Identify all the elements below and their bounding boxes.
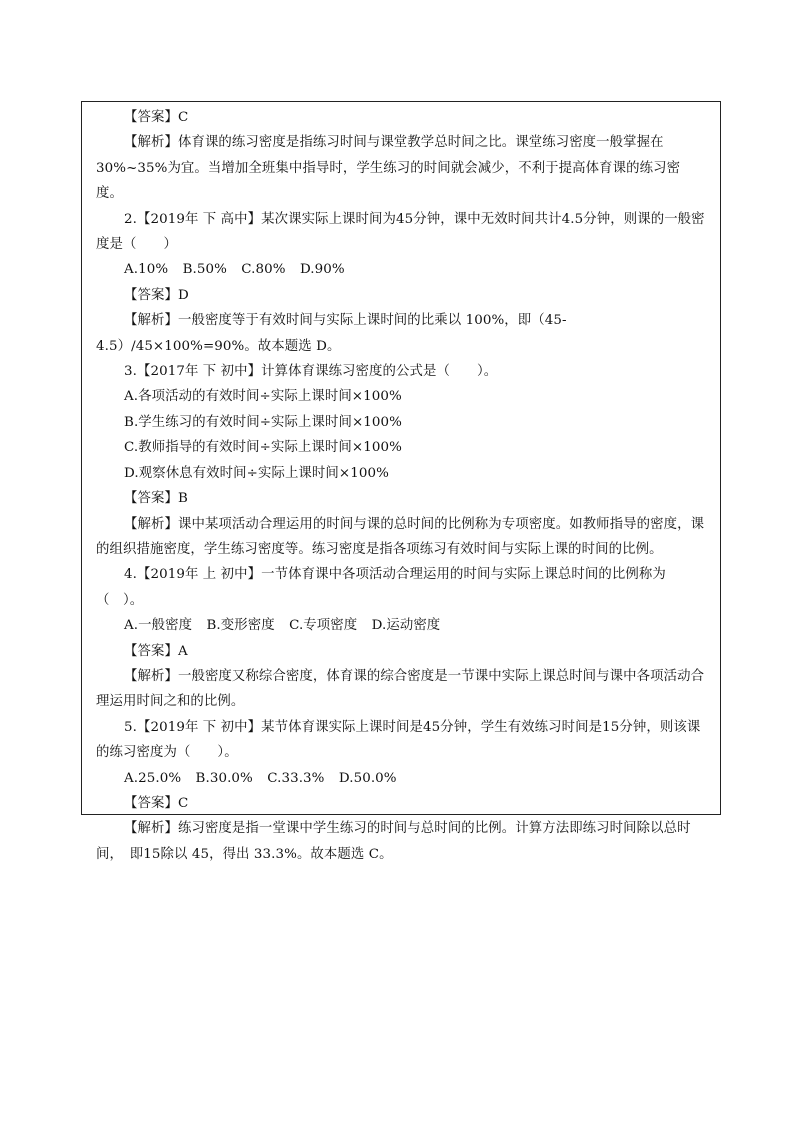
answer-2: 【答案】D <box>124 287 189 303</box>
option-d: D.90% <box>299 262 345 278</box>
option-a: A.10% <box>124 262 169 278</box>
question-3: 3.【2017年 下 初中】计算体育课练习密度的公式是（ ）。 <box>124 364 498 380</box>
option-a: A.25.0% <box>124 770 182 786</box>
option-c: C.专项密度 <box>289 618 358 634</box>
question-4: 4.【2019年 上 初中】一节体育课中各项活动合理运用的时间与实际上课总时间的比例称为（ ）。 <box>96 567 666 608</box>
answer-5: 【答案】C <box>124 795 189 811</box>
content-table-cell <box>81 101 721 862</box>
option-d: D.运动密度 <box>371 618 441 634</box>
answer-1: 【答案】C <box>124 110 189 125</box>
explanation-3: 【解析】课中某项活动合理运用的时间与课的总时间的比例称为专项密度。如教师指导的密度，课的组织措施密度，学生练习密度等。练习密度是指各项练习有效时间与实际上课的时间的比例。 <box>96 516 705 557</box>
question-2: 2.【2019年 下 高中】某次课实际上课时间为45分钟，课中无效时间共计4.5分钟，则课的一般密度是（ ） <box>96 211 705 253</box>
question-list <box>82 102 720 867</box>
explanation-4: 【解析】一般密度又称综合密度，体育课的综合密度是一节课中实际上课总时间与课中各项活动合理运用时间之和的比例。 <box>96 668 705 710</box>
explanation-5: 【解析】练习密度是指一堂课中学生练习的时间与总时间的比例。计算方法即练习时间除以总时间， 即15除以 45，得出 33.3%。故本题选 C。 <box>96 821 691 862</box>
option-b: B.30.0% <box>195 770 253 786</box>
answer-3: 【答案】B <box>124 491 188 507</box>
option-c: C.33.3% <box>267 770 325 786</box>
question-3-option-c: C.教师指导的有效时间÷实际上课时间×100% <box>124 440 402 456</box>
question-5-options <box>96 766 706 791</box>
option-b: B.变形密度 <box>206 618 275 634</box>
explanation-1: 【解析】体育课的练习密度是指练习时间与课堂教学总时间之比。课堂练习密度一般掌握在30%~35%为宜。当增加全班集中指导时，学生练习的时间就会减少，不利于提高体育课的练习密度。 <box>96 135 681 202</box>
option-d: D.50.0% <box>338 770 397 786</box>
explanation-2: 【解析】一般密度等于有效时间与实际上课时间的比乘以 100%，即（45-4.5）/45×100%=90%。故本题选 D。 <box>96 313 567 354</box>
question-4-options <box>96 613 706 638</box>
question-3-option-d: D.观察休息有效时间÷实际上课时间×100% <box>124 465 389 481</box>
option-b: B.50% <box>182 262 227 278</box>
question-3-option-b: B.学生练习的有效时间÷实际上课时间×100% <box>124 414 402 430</box>
option-a: A.一般密度 <box>124 618 193 634</box>
question-5: 5.【2019年 下 初中】某节体育课实际上课时间是45分钟，学生有效练习时间是15分钟，则该课的练习密度为（ ）。 <box>96 719 701 761</box>
option-c: C.80% <box>241 262 286 278</box>
question-2-options <box>96 257 706 282</box>
question-3-option-a: A.各项活动的有效时间÷实际上课时间×100% <box>124 389 402 405</box>
answer-4: 【答案】A <box>124 643 188 659</box>
